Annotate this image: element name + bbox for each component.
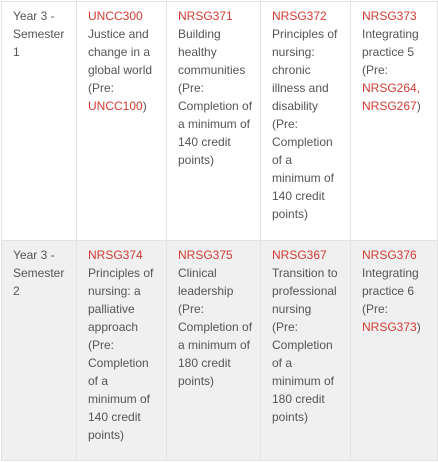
prerequisite-label: (Pre: <box>272 320 299 334</box>
prerequisite-label: (Pre: <box>88 338 115 352</box>
course-code-link[interactable]: UNCC300 <box>88 9 143 23</box>
prerequisite-text: Completion of a minimum of 140 credit points <box>272 135 335 221</box>
prerequisite-label: (Pre: <box>272 117 299 131</box>
course-cell <box>167 241 261 461</box>
prerequisite-line <box>362 318 431 336</box>
course-code-link[interactable]: NRSG372 <box>272 9 327 23</box>
prerequisite-close: ) <box>142 99 147 113</box>
course-structure-table <box>1 1 438 461</box>
prerequisite-label: (Pre: <box>362 302 389 316</box>
prerequisite-course-link[interactable]: UNCC100 <box>88 99 143 113</box>
course-title: Building healthy communities <box>178 27 246 77</box>
course-code-link[interactable]: NRSG375 <box>178 248 233 262</box>
prerequisite-close: ) <box>304 410 309 424</box>
prerequisite-text: Completion of a minimum of 140 credit points <box>88 356 151 442</box>
prerequisite-label: (Pre: <box>178 302 205 316</box>
prerequisite-label: (Pre: <box>88 81 115 95</box>
prerequisite-close: ) <box>120 428 125 442</box>
prerequisite-course-link[interactable]: NRSG267 <box>362 99 417 113</box>
course-code-link[interactable]: NRSG376 <box>362 248 417 262</box>
course-cell <box>77 241 167 461</box>
table-row <box>2 2 438 241</box>
prerequisite-close: ) <box>304 207 309 221</box>
course-code-link[interactable]: NRSG373 <box>362 9 417 23</box>
prerequisite-line <box>88 97 160 115</box>
prerequisite-course-link[interactable]: NRSG373 <box>362 320 417 334</box>
table-row <box>2 241 438 461</box>
course-title: Transition to professional nursing <box>272 266 338 316</box>
period-label: Year 3 - Semester 1 <box>13 9 65 59</box>
course-cell <box>261 2 351 241</box>
prerequisite-close: ) <box>210 153 215 167</box>
course-title: Justice and change in a global world <box>88 27 153 77</box>
prerequisite-label: (Pre: <box>178 81 205 95</box>
period-cell <box>2 241 77 461</box>
prerequisite-close: ) <box>416 320 421 334</box>
course-cell <box>261 241 351 461</box>
course-cell <box>351 2 438 241</box>
course-code-link[interactable]: NRSG374 <box>88 248 143 262</box>
course-title: Integrating practice 6 <box>362 266 419 298</box>
prerequisite-line <box>362 97 431 115</box>
prerequisite-label: (Pre: <box>362 63 389 77</box>
period-cell <box>2 2 77 241</box>
course-title: Integrating practice 5 <box>362 27 419 59</box>
course-title: Principles of nursing: chronic illness and disability <box>272 27 338 113</box>
prerequisite-course-link[interactable]: NRSG264, <box>362 81 421 95</box>
period-label: Year 3 - Semester 2 <box>13 248 65 298</box>
prerequisite-text: Completion of a minimum of 180 credit points <box>178 320 253 388</box>
course-code-link[interactable]: NRSG371 <box>178 9 233 23</box>
prerequisite-close: ) <box>416 99 421 113</box>
course-cell <box>77 2 167 241</box>
course-cell <box>167 2 261 241</box>
prerequisite-text: Completion of a minimum of 140 credit points <box>178 99 253 167</box>
prerequisite-text: Completion of a minimum of 180 credit points <box>272 338 335 424</box>
course-title: Clinical leadership <box>178 266 234 298</box>
course-code-link[interactable]: NRSG367 <box>272 248 327 262</box>
course-cell <box>351 241 438 461</box>
course-title: Principles of nursing: a palliative approach <box>88 266 154 334</box>
prerequisite-close: ) <box>210 374 215 388</box>
